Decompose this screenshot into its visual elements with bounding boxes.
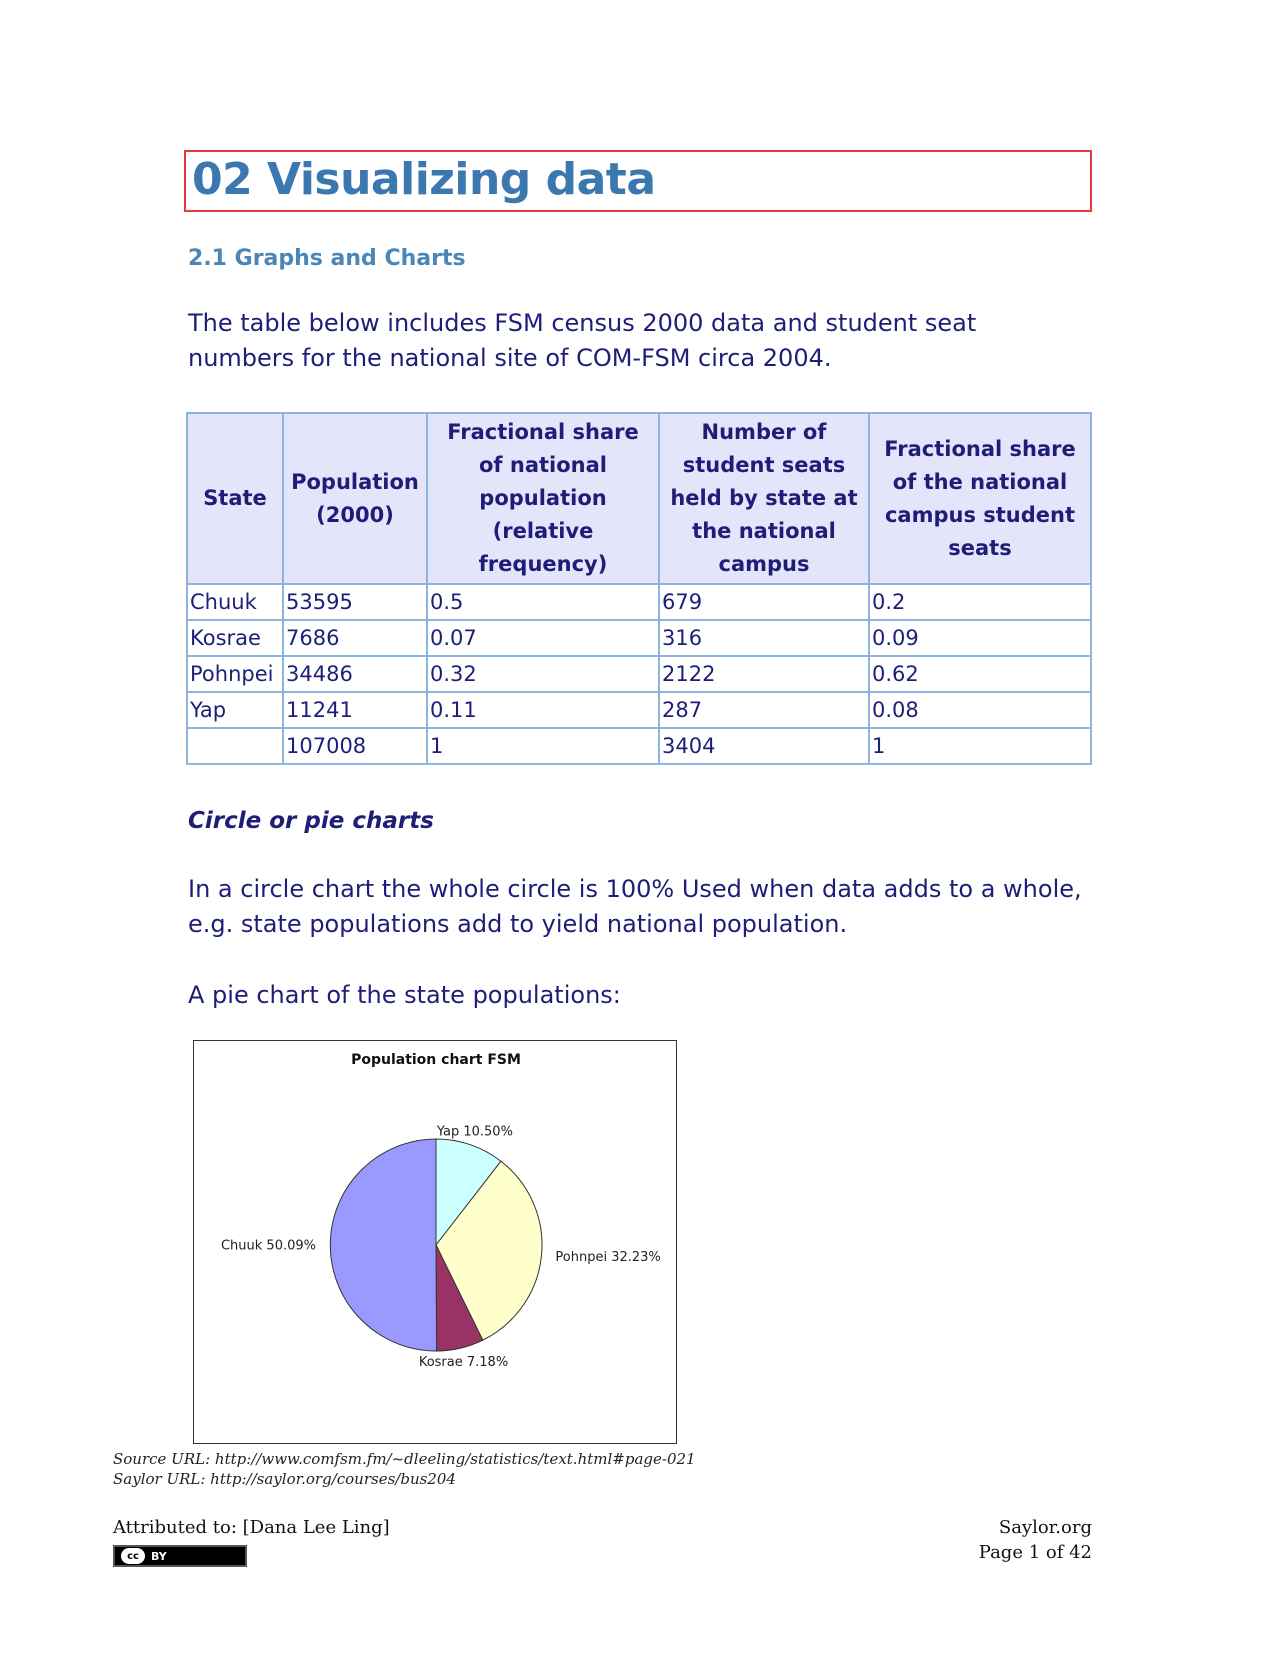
chart-title: Population chart FSM [351,1052,521,1068]
pie-label-chuuk: Chuuk 50.09% [220,1238,316,1254]
page-title: 02 Visualizing data [192,154,656,205]
header-population-share: Fractional share of national population (relative frequency) [427,413,659,584]
header-student-seats: Number of student seats held by state at the national campus [659,413,869,584]
table-cell: 0.08 [869,692,1091,728]
title-box [184,150,1092,212]
saylor-org: Saylor.org [998,1517,1092,1538]
header-population: Population (2000) [283,413,427,584]
pie-slice-chuuk [330,1139,436,1351]
circle-charts-heading: Circle or pie charts [188,808,434,834]
table-cell: 53595 [283,584,427,620]
table-cell: 0.32 [427,656,659,692]
table-cell: 316 [659,620,869,656]
table-row [187,584,1091,620]
page-number: Page 1 of 42 [978,1542,1092,1563]
table-cell: Yap [187,692,283,728]
table-cell: 2122 [659,656,869,692]
table-cell: 0.2 [869,584,1091,620]
pie-intro-paragraph: A pie chart of the state populations: [188,981,621,1009]
pie-label-kosrae: Kosrae 7.18% [418,1354,509,1370]
table-cell: 11241 [283,692,427,728]
table-cell: 1 [869,728,1091,764]
table-cell: 679 [659,584,869,620]
pie-label-yap: Yap 10.50% [436,1124,513,1140]
attribution: Attributed to: [Dana Lee Ling] [113,1517,390,1538]
saylor-url: Saylor URL: http://saylor.org/courses/bus204 [113,1470,456,1488]
header-state: State [187,413,283,584]
table-cell: 287 [659,692,869,728]
license-by-label: BY [151,1549,167,1563]
table-cell: Pohnpei [187,656,283,692]
census-table [186,412,1092,765]
table-cell: 0.11 [427,692,659,728]
table-header-row [187,413,1091,584]
table-row-total [187,728,1091,764]
cc-icon: cc [121,1548,145,1564]
table-cell: Chuuk [187,584,283,620]
pie-label-pohnpei: Pohnpei 32.23% [555,1250,661,1266]
section-subheading: 2.1 Graphs and Charts [188,246,466,271]
cc-by-license-badge [113,1545,247,1567]
table-cell [187,728,283,764]
pie-chart [194,1041,678,1445]
table-cell: 0.62 [869,656,1091,692]
table-cell: 0.07 [427,620,659,656]
table-cell: 107008 [283,728,427,764]
table-row [187,620,1091,656]
intro-paragraph: The table below includes FSM census 2000 data and student seat numbers for the national site of COM-FSM circa 2004. [188,309,977,372]
table-cell: Kosrae [187,620,283,656]
table-cell: 0.5 [427,584,659,620]
table-cell: 1 [427,728,659,764]
table-row [187,656,1091,692]
source-url: Source URL: http://www.comfsm.fm/~dleeling/statistics/text.html#page-021 [113,1450,696,1468]
table-cell: 7686 [283,620,427,656]
circle-chart-paragraph: In a circle chart the whole circle is 100% Used when data adds to a whole, e.g. state populations add to yield national population. [188,875,1082,938]
header-seat-share: Fractional share of the national campus student seats [869,413,1091,584]
pie-chart-frame [193,1040,677,1444]
table-cell: 0.09 [869,620,1091,656]
table-row [187,692,1091,728]
table-cell: 3404 [659,728,869,764]
table-cell: 34486 [283,656,427,692]
